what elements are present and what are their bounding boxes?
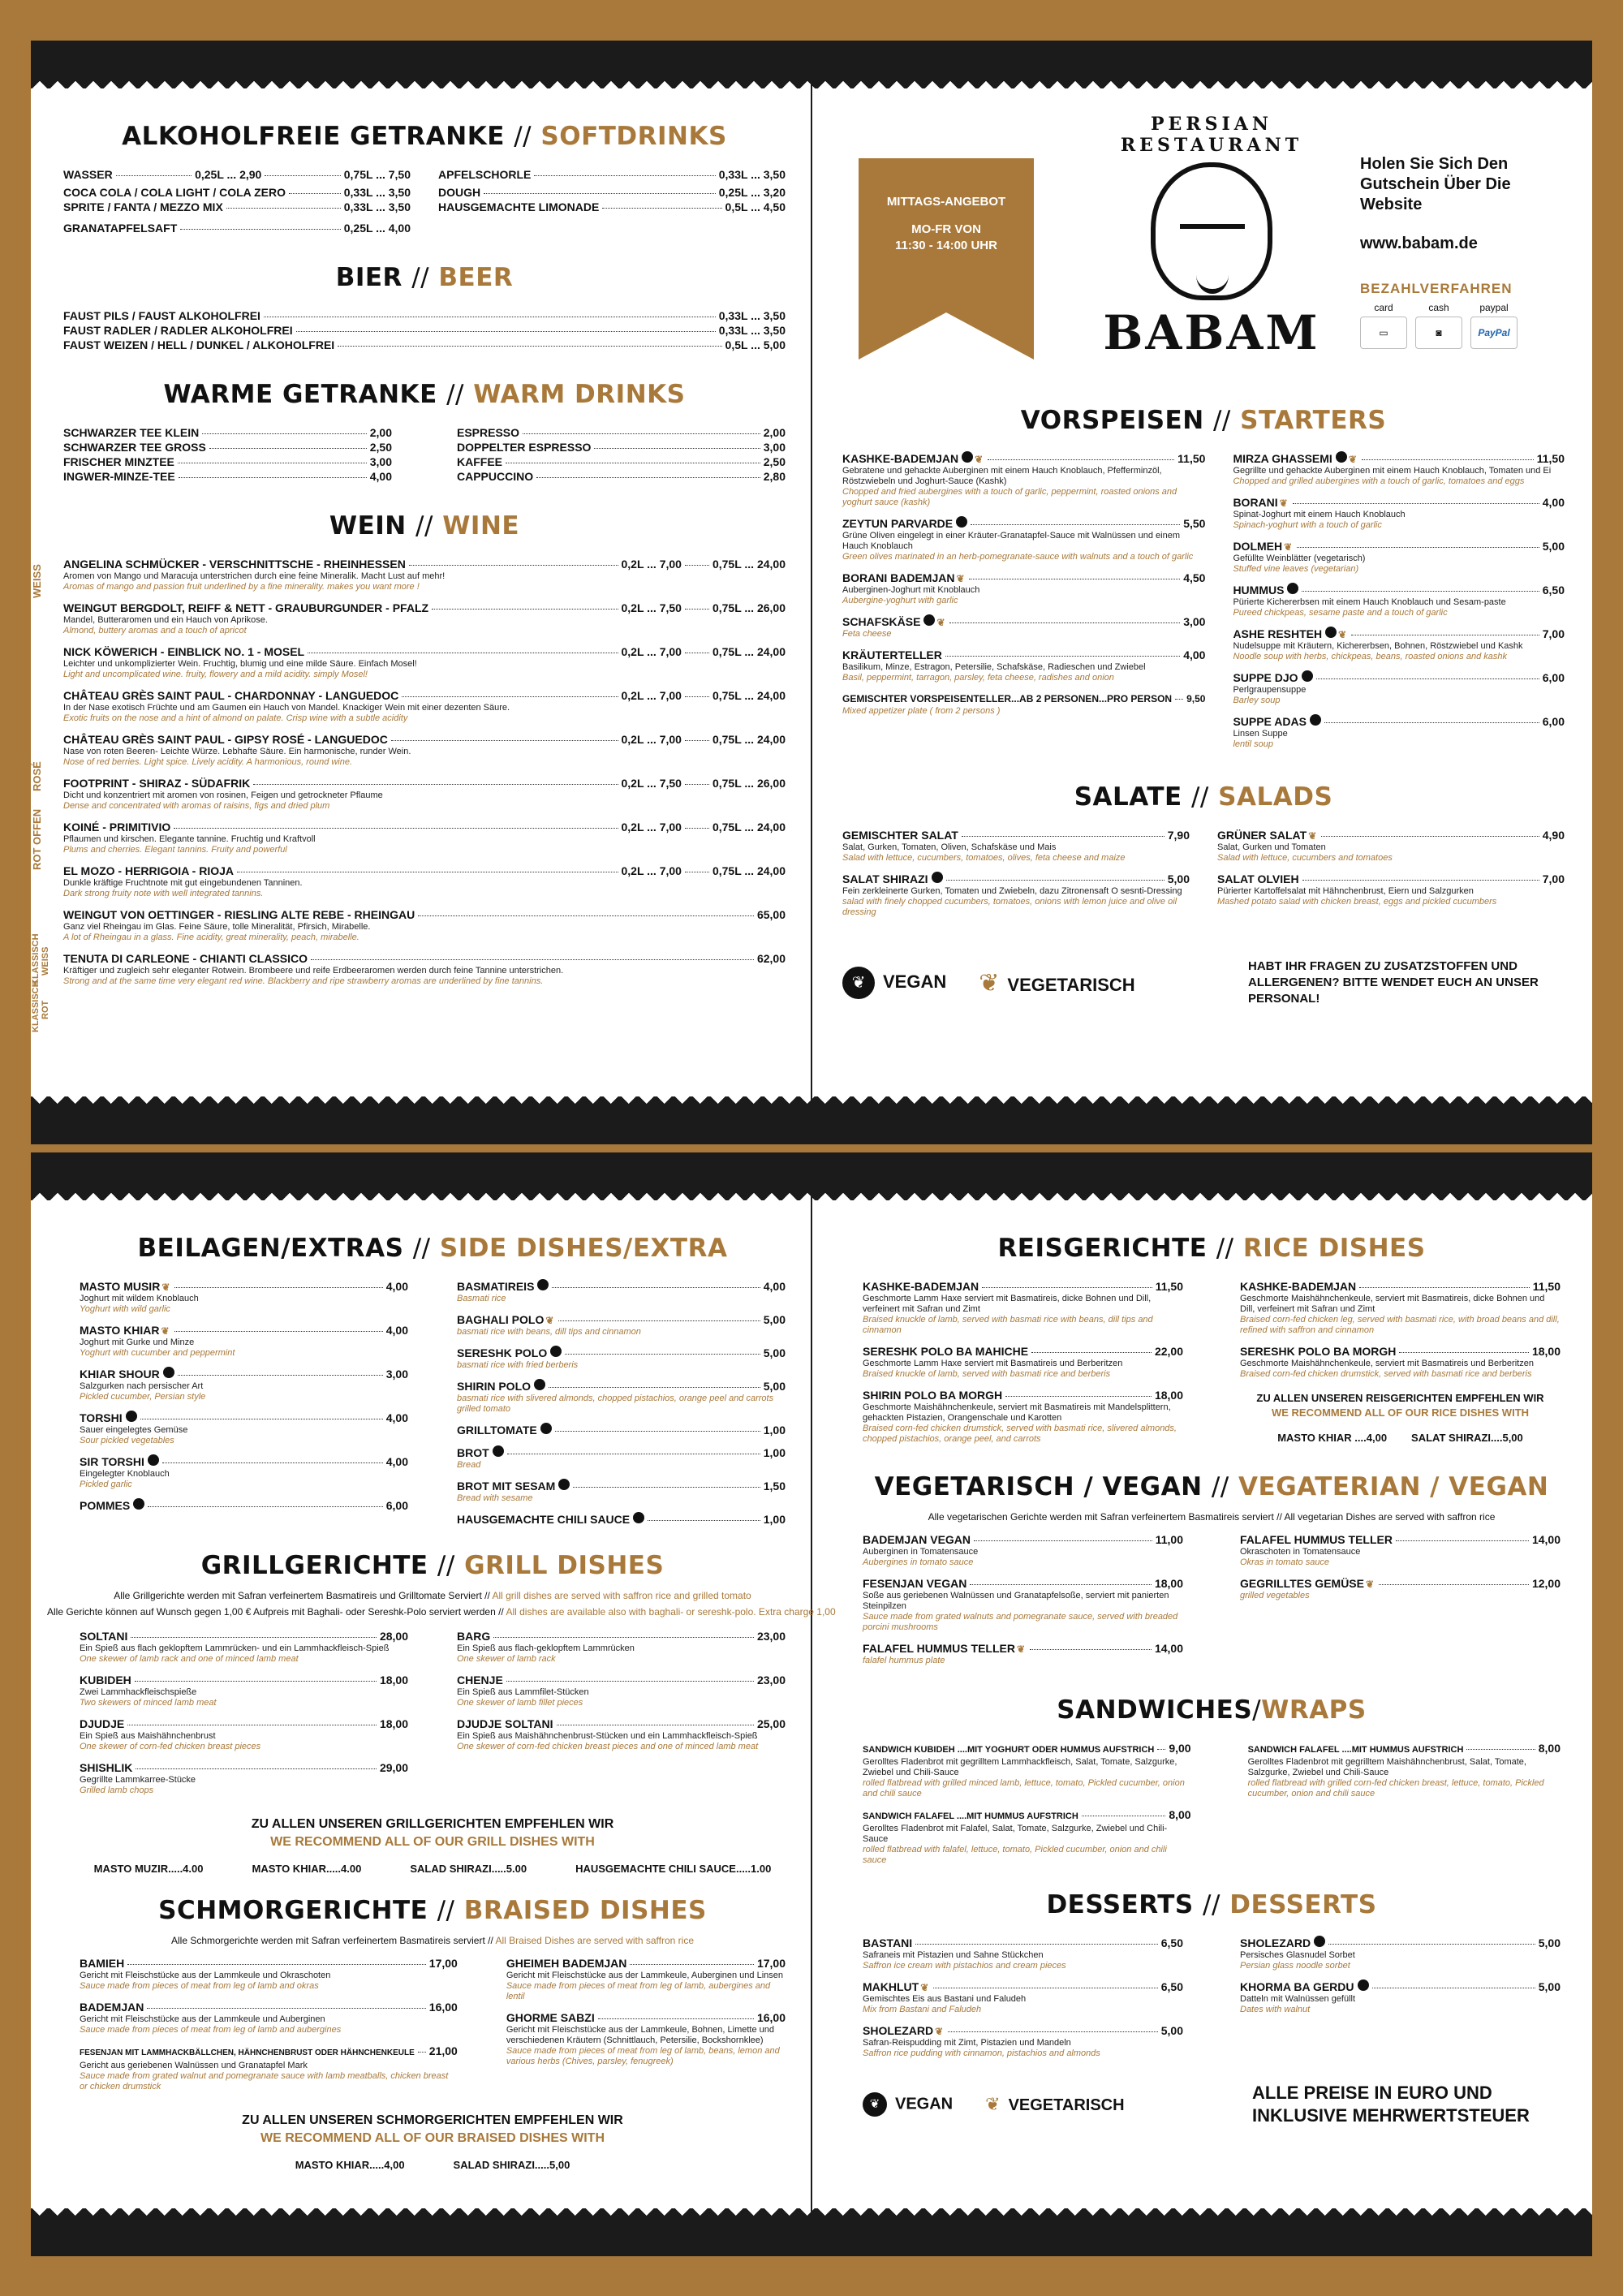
vegan-icon [923,614,935,626]
menu-item: KUBIDEH 18,00 Zwei Lammhackfleischspieße Two skewers of minced lamb meat [80,1674,408,1708]
wine-category-label: KLASSISCH ROT [31,980,50,1032]
menu-item: GHORME SABZI 16,00 Gericht mit Fleischstücke aus der Lammkeule, Bohnen, Limette und verschiedenen Kräutern (Schnittlauch, Petersilie, Bockshornklee) Sauce made from pieces of meat from leg of lamb, beans, lemon and various herbs (Chives, parsley, fenugreek) [506,2011,786,2066]
sides-column [47,1217,836,2208]
menu-item: BORANI ❦ 4,00 Spinat-Joghurt mit einem Hauch Knoblauch Spinach-yoghurt with a touch of garlic [1233,496,1565,530]
beer-heading: BIER // BEER [335,263,514,292]
menu-item: BORANI BADEMJAN ❦ 4,50 Auberginen-Joghurt mit Knoblauch Aubergine-yoghurt with garlic [842,571,1206,605]
menu-item: DOUGH 0,25L ... 3,20 [438,186,786,199]
wine-category-label: ROT OFFEN [31,808,43,870]
menu-item: SHIRIN POLO 5,00 basmati rice with slivered almonds, chopped pistachios, orange peel and carrots grilled tomato [457,1380,786,1414]
menu-item: SERESHK POLO 5,00 basmati rice with fried berberis [457,1346,786,1370]
wine-heading: WEIN // WINE [329,511,520,541]
vegetarian-icon: ❦ [545,1315,554,1326]
menu-item: FRISCHER MINZTEE 3,00 [63,455,392,468]
grill-list [80,1629,786,1804]
wine-item: KOINÉ - PRIMITIVIO 0,2L ... 7,00 0,75L ... 24,00 Pflaumen und kirschen. Elegante tannine. Fruchtig und Kraftvoll Plums and cherries. Elegant tannins. Fruity and powerful [63,821,786,855]
vegetarian-icon: ❦ [161,1325,170,1337]
softdrinks-heading: ALKOHOLFREIE GETRANKE // SOFTDRINKS [122,122,727,151]
vegetarian-icon: ❦ [1348,454,1357,465]
menu-item: GRILLTOMATE 1,00 [457,1424,786,1437]
babam-logo [1074,114,1350,360]
vegetarian-icon: ❦ [920,1982,929,1993]
menu-sheet-top [31,41,1592,1144]
menu-item: SUPPE DJO 6,00 Perlgraupensuppe Barley soup [1233,671,1565,705]
sides-heading: BEILAGEN/EXTRAS // SIDE DISHES/EXTRA [137,1234,728,1263]
menu-item: DOLMEH ❦ 5,00 Gefüllte Weinblätter (vegetarisch) Stuffed vine leaves (vegetarian) [1233,540,1565,574]
rice-list [863,1279,1561,1453]
menu-item: KAFFEE 2,50 [457,455,786,468]
vegan-icon [1358,1979,1369,1991]
menu-item: FAUST WEIZEN / HELL / DUNKEL / ALKOHOLFREI 0,5L ... 5,00 [63,338,786,351]
menu-item: APFELSCHORLE 0,33L ... 3,50 [438,168,786,181]
menu-item: MASTO KHIAR ❦ 4,00 Joghurt mit Gurke und Minze Yoghurt with cucumber and peppermint [80,1324,408,1358]
logo-name: BABAM [1103,305,1320,360]
vegan-icon [633,1512,644,1523]
vegan-icon [126,1411,137,1422]
menu-item: SHOLEZARD 5,00 Persisches Glasnudel Sorbet Persian glass noodle sorbet [1240,1936,1561,1971]
menu-item: KRÄUTERTELLER 4,00 Basilikum, Minze, Estragon, Petersilie, Schafskäse, Radieschen und Zwiebel Basil, peppermint, tarragon, parsley, feta cheese, radishes and onion [842,648,1206,683]
sandwiches-heading: SANDWICHES/WRAPS [1057,1695,1367,1725]
wine-item: EL MOZO - HERRIGOIA - RIOJA 0,2L ... 7,00 0,75L ... 24,00 Dunkle kräftige Fruchtnote mit gut eingebundenen Tanninen. Dark strong fruity note with well integrated tannins. [63,864,786,898]
menu-item: POMMES 6,00 [80,1499,408,1512]
allergen-notice: HABT IHR FRAGEN ZU ZUSATZSTOFFEN UND ALLERGENEN? BITTE WENDET EUCH AN UNSER PERSONAL! [1248,959,1539,1006]
vegetarian-icon: ❦ [975,454,984,465]
wine-category-label: KLASSISCH WEISS [31,933,50,985]
ribbon-days: MO-FR VON [911,222,981,236]
menu-item: SUPPE ADAS 6,00 Linsen Suppe lentil soup [1233,715,1565,749]
menu-item: GHEIMEH BADEMJAN 17,00 Gericht mit Fleischstücke aus der Lammkeule, Auberginen und Linsen Sauce made from pieces of meat from leg of lamb, aubergines and lentil [506,1957,786,2001]
menu-item: BARG 23,00 Ein Spieß aus flach-geklopftem Lammrücken One skewer of lamb rack [457,1630,786,1664]
braised-recommendation-items: MASTO KHIAR.....4,00 SALAD SHIRAZI.....5,00 [295,2159,570,2171]
menu-item: ASHE RESHTEH ❦ 7,00 Nudelsuppe mit Kräutern, Kichererbsen, Bohnen, Röstzwiebel und Kashk Noodle soup with herbs, chickpeas, beans, roasted onions and kashk [1233,627,1565,661]
menu-item: SANDWICH FALAFEL ....MIT HUMMUS AUFSTRICH 8,00 Gerolltes Fladenbrot mit gegrilltem Maishähnchenbrust, Salat, Tomate, Salzgurke, Zwiebel und Chili-Sauce rolled flatbread with grilled corn-fed chicken breast, lettuce, tomato, Pickled cucumber, onion and chili sauce [1247,1742,1561,1798]
menu-item: ZEYTUN PARVARDE 5,50 Grüne Oliven eingelegt in einer Kräuter-Granatapfel-Sauce mit Walnüssen und einem Hauch Knoblauch Green olives marinated in an herb-pomegranate-sauce with walnuts and a touch of garlic [842,517,1206,562]
vegetarian-icon: ❦ [1016,1643,1026,1655]
veg-heading: VEGETARISCH / VEGAN // VEGATERIAN / VEGAN [874,1472,1549,1501]
info-box [1360,154,1539,349]
menu-item: BAMIEH 17,00 Gericht mit Fleischstücke aus der Lammkeule und Okraschoten Sauce made from pieces of meat from leg of lamb and okras [80,1957,458,1991]
wine-item: CHÂTEAU GRÈS SAINT PAUL - CHARDONNAY - LANGUEDOC 0,2L ... 7,00 0,75L ... 24,00 In der Nase exotisch Früchte und am Gaumen ein Hauch von Mandel. Knackiger Wein mit einer dezenten Säure. Exotic fruits on the nose and a hint of almond on palate. Crisp wine with a subtle acidity [63,689,786,723]
logo-arc-text: PERSIAN RESTAURANT [1120,114,1303,156]
softdrinks-list [63,167,786,235]
salads-heading: SALATE // SALADS [1074,782,1333,812]
menu-item: CAPPUCCINO 2,80 [457,470,786,483]
wine-item: NICK KÖWERICH - EINBLICK NO. 1 - MOSEL 0,2L ... 7,00 0,75L ... 24,00 Leichter und unkomplizierter Wein. Fruchtig, blumig und eine milde Säure. Einfach Mosel! Light and uncomplicated wine. fruity, flowery and a mild acidity. simply Mosel! [63,645,786,679]
menu-item: SCHWARZER TEE KLEIN 2,00 [63,426,392,439]
grill-note: Alle Gerichte können auf Wunsch gegen 1,00 € Aufpreis mit Baghali- oder Sereshk-Polo serviert werden // All dishes are available also with baghali- or sereshk-polo. Extra charge 1,00 [47,1606,836,1618]
menu-item: BASMATIREIS 4,00 Basmati rice [457,1280,786,1303]
wine-item: WEINGUT VON OETTINGER - RIESLING ALTE REBE - RHEINGAU 65,00 Ganz viel Rheingau im Glas. Feine Säure, tolle Mineralität, Pfirsich, Mirabelle. A lot of Rheingau in a glass. Fine acidity, great minerality, peach, mirabelle. [63,908,786,942]
portrait-icon [1151,162,1272,300]
wine-category-label: ROSÉ [31,761,43,792]
payment-paypal: paypal PayPal [1470,302,1518,349]
menu-item: SHOLEZARD ❦ 5,00 Safran-Reispudding mit Zimt, Pistazien und Mandeln Saffron rice pudding with cinnamon, pistachios and almonds [863,2024,1183,2058]
menu-item: INGWER-MINZE-TEE 4,00 [63,470,392,483]
page-divider [811,1187,812,2222]
menu-item: HUMMUS 6,50 Pürierte Kichererbsen mit einem Hauch Knoblauch und Sesam-paste Pureed chickpeas, sesame paste and a touch of garlic [1233,584,1565,618]
starters-column [842,390,1565,1096]
menu-item: BAGHALI POLO ❦ 5,00 basmati rice with beans, dill tips and cinnamon [457,1313,786,1337]
starters-heading: VORSPEISEN // STARTERS [1020,406,1387,435]
payment-cash: cash ◙ [1415,302,1462,349]
warm-drinks-list [63,425,786,484]
wine-item: TENUTA DI CARLEONE - CHIANTI CLASSICO 62,00 Kräftiger und zugleich sehr eleganter Rotwein. Brombeere und reife Erdbeeraromen werden durch feine Tannine unterstrichen. Strong and at the same time very elegant red wine. Blackberry and ripe strawberry aromas are underlined by fine tannins. [63,952,786,986]
vegetarian-icon: ❦ [979,969,1000,997]
menu-item: FALAFEL HUMMUS TELLER 14,00 Okraschoten in Tomatensauce Okras in tomato sauce [1240,1533,1561,1567]
vegan-icon: ❦ [842,967,875,999]
grill-recommendation: ZU ALLEN UNSEREN GRILLGERICHTEN EMPFEHLEN WIR WE RECOMMEND ALL OF OUR GRILL DISHES WITH [251,1817,614,1849]
vegan-icon [1302,670,1313,682]
wine-item: ANGELINA SCHMÜCKER - VERSCHNITTSCHE - RHEINHESSEN 0,2L ... 7,00 0,75L ... 24,00 Aromen von Mango und Maracuja unterstrichen durch eine feine Mineralik. Macht Lust auf mehr! Aromas of mango and passion fruit underlined by a fine minerality. makes you want more ! [63,558,786,592]
warm-drinks-heading: WARME GETRANKE // WARM DRINKS [163,380,686,409]
bottom-border [31,2222,1592,2256]
menu-item: BROT MIT SESAM 1,50 Bread with sesame [457,1480,786,1503]
menu-item: DJUDJE 18,00 Ein Spieß aus Maishähnchenbrust One skewer of corn-fed chicken breast pieces [80,1717,408,1751]
paypal-icon: PayPal [1470,317,1518,349]
vegan-icon [932,872,943,883]
menu-item: BADEMJAN 16,00 Gericht mit Fleischstücke aus der Lammkeule und Auberginen Sauce made from pieces of meat from leg of lamb and aubergines [80,2001,458,2035]
menu-item: DJUDJE SOLTANI 25,00 Ein Spieß aus Maishähnchenbrust-Stücken und ein Lammhackfleisch-Spieß One skewer of corn-fed chicken breast pieces and one of minced lamb meat [457,1717,786,1751]
vegetarian-icon: ❦ [1284,541,1293,553]
menu-item: GRÜNER SALAT ❦ 4,90 Salat, Gurken und Tomaten Salad with lettuce, cucumbers and tomatoes [1217,829,1565,863]
payment-title: BEZAHLVERFAHREN [1360,281,1513,296]
menu-item: SHIRIN POLO BA MORGH 18,00 Geschmorte Maishähnchenkeule, serviert mit Basmatireis mit Mandelsplittern, gehackten Pistazien, Orangenschale und Karotten Braised corn-fed chicken drumstick, served with basmati rice, slivered almonds, chopped pistachios, orange peel, and carrots [863,1389,1183,1444]
vegan-icon [148,1454,159,1466]
menu-item: KASHKE-BADEMJAN ❦ 11,50 Gebratene und gehackte Auberginen mit einem Hauch Knoblauch, Pfefferminzöl, Röstzwiebeln und Joghurt-Sauce (Kashk) Chopped and fried aubergines with a touch of garlic, peppermint, roasted onions and yoghurt sauce (kashk) [842,452,1206,507]
menu-item: SCHAFSKÄSE ❦ 3,00 Feta cheese [842,615,1206,639]
vegan-icon [1314,1936,1325,1947]
menu-item: KHORMA BA GERDU 5,00 Datteln mit Walnüssen gefüllt Dates with walnut [1240,1980,1561,2014]
payment-card: card ▭ [1360,302,1407,349]
menu-item: SOLTANI 28,00 Ein Spieß aus flach geklopftem Lammrücken- und ein Lammhackfleisch-Spieß One skewer of lamb rack and one of minced lamb meat [80,1630,408,1664]
bottom-border [31,1110,1592,1144]
vegan-icon [163,1367,174,1378]
vegan-icon [1325,627,1337,638]
menu-item: ESPRESSO 2,00 [457,426,786,439]
vegan-icon [1336,451,1347,463]
vegetarian-icon: ❦ [1308,830,1317,842]
vegetarian-icon: ❦ [936,617,945,628]
website-link[interactable]: www.babam.de [1360,235,1478,252]
vegetarian-icon: ❦ [1279,498,1288,509]
wine-category-label: WEISS [31,564,43,598]
menu-item: GEGRILLTES GEMÜSE ❦ 12,00 grilled vegetables [1240,1577,1561,1600]
page-divider [811,75,812,1110]
menu-item: SPRITE / FANTA / MEZZO MIX 0,33L ... 3,50 [63,200,411,213]
menu-item: FAUST RADLER / RADLER ALKOHOLFREI 0,33L ... 3,50 [63,324,786,337]
drinks-column [31,106,786,1096]
voucher-text: Holen Sie Sich Den Gutschein Über Die Website [1360,155,1511,213]
top-border [31,1152,1592,1187]
menu-item: KHIAR SHOUR 3,00 Salzgurken nach persischer Art Pickled cucumber, Persian style [80,1368,408,1402]
ribbon-title: MITTAGS-ANGEBOT [886,195,1006,209]
grill-recommendation-items: MASTO MUZIR.....4.00 MASTO KHIAR.....4.00 SALAD SHIRAZI.....5.00 HAUSGEMACHTE CHILI SAUCE.....1.00 [93,1863,772,1875]
vegetarian-icon: ❦ [1338,629,1347,640]
rice-recommendation: ZU ALLEN UNSEREN REISGERICHTEN EMPFEHLEN WIR WE RECOMMEND ALL OF OUR RICE DISHES WITH [1256,1392,1544,1419]
menu-item: SIR TORSHI 4,00 Eingelegter Knoblauch Pickled garlic [80,1455,408,1489]
sandwiches-list [863,1741,1561,1874]
menu-item: FESENJAN MIT LAMMHACKBÄLLCHEN, HÄHNCHENBRUST ODER HÄHNCHENKEULE 21,00 Gericht aus geriebenen Walnüssen und Granatapfel Mark Sauce made from grated walnut and pomegranate sauce with lamb meatballs, chicken breast or chicken drumstick [80,2044,458,2091]
menu-item: SCHWARZER TEE GROSS 2,50 [63,441,392,454]
menu-item: SANDWICH KUBIDEH ....MIT YOGHURT ODER HUMMUS AUFSTRICH 9,00 Gerolltes Fladenbrot mit gegrilltem Lammhackfleisch, Salat, Tomate, Salzgurke, Zwiebel und Chili-Sauce rolled flatbread with grilled minced lamb, lettuce, tomato, Pickled cucumber, onion and chili sauce [863,1742,1191,1798]
menu-item: DOPPELTER ESPRESSO 3,00 [457,441,786,454]
desserts-list [863,1936,1561,2067]
menu-item: SERESHK POLO BA MORGH 18,00 Geschmorte Maishähnchenkeule, serviert mit Basmatireis und Berberitzen Braised corn-fed chicken drumstick, served with basmati rice and berberis [1240,1345,1561,1379]
menu-item: GRANATAPFELSAFT 0,25L ... 4,00 [63,222,411,235]
vegan-icon [1287,583,1298,594]
diet-legend: ❦ VEGAN ❦ VEGETARISCH ALLE PREISE IN EURO UND INKLUSIVE MEHRWERTSTEUER [863,2082,1561,2127]
rice-recommendation-items: MASTO KHIAR ....4,00 SALAT SHIRAZI....5,00 [1277,1432,1523,1444]
menu-item: MIRZA GHASSEMI ❦ 11,50 Gegrillte und gehackte Auberginen mit einem Hauch Knoblauch, Tomaten und Ei Chopped and grilled aubergines with a touch of garlic, tomatoes and eggs [1233,452,1565,486]
menu-item: BASTANI 6,50 Safraneis mit Pistazien und Sahne Stückchen Saffron ice cream with pistachios and cream pieces [863,1936,1183,1971]
menu-item: SERESHK POLO BA MAHICHE 22,00 Geschmorte Lamm Haxe serviert mit Basmatireis und Berberitzen Braised knuckle of lamb, served with basmati rice and berberis [863,1345,1183,1379]
menu-sheet-bottom [31,1152,1592,2256]
menu-item: FALAFEL HUMMUS TELLER ❦ 14,00 falafel hummus plate [863,1642,1183,1665]
menu-item: CHENJE 23,00 Ein Spieß aus Lammfilet-Stücken One skewer of lamb fillet pieces [457,1674,786,1708]
wine-item: WEINGUT BERGDOLT, REIFF & NETT - GRAUBURGUNDER - PFALZ 0,2L ... 7,50 0,75L ... 26,00 Mandel, Butteraromen und ein Hauch von Aprikose. Almond, buttery aromas and a touch of apricot [63,601,786,635]
grill-note: Alle Grillgerichte werden mit Safran verfeinertem Basmatireis und Grilltomate Serviert // All grill dishes are served with saffron rice and grilled tomato [114,1590,751,1601]
menu-item: COCA COLA / COLA LIGHT / COLA ZERO 0,33L ... 3,50 [63,186,411,199]
vegan-icon [1310,714,1321,726]
starters-list [842,451,1565,758]
top-border [31,41,1592,75]
menu-item: HAUSGEMACHTE LIMONADE 0,5L ... 4,50 [438,200,786,213]
vegan-icon [534,1379,545,1390]
menu-item: GEMISCHTER VORSPEISENTELLER...AB 2 PERSONEN...PRO PERSON 9,50 Mixed appetizer plate ( from 2 persons ) [842,693,1206,716]
payment-methods [1360,302,1539,349]
price-notice: ALLE PREISE IN EURO UND INKLUSIVE MEHRWERTSTEUER [1252,2083,1530,2126]
menu-item: MAKHLUT ❦ 6,50 Gemischtes Eis aus Bastani und Faludeh Mix from Bastani and Faludeh [863,1980,1183,2014]
rice-heading: REISGERICHTE // RICE DISHES [997,1234,1426,1263]
menu-item: TORSHI 4,00 Sauer eingelegtes Gemüse Sour pickled vegetables [80,1411,408,1445]
menu-item: SHISHLIK 29,00 Gegrillte Lammkarree-Stücke Grilled lamb chops [80,1761,408,1795]
menu-item: MASTO MUSIR ❦ 4,00 Joghurt mit wildem Knoblauch Yoghurt with wild garlic [80,1280,408,1314]
menu-item: BADEMJAN VEGAN 11,00 Auberginen in Tomatensauce Aubergines in tomato sauce [863,1533,1183,1567]
desserts-heading: DESSERTS // DESSERTS [1046,1890,1377,1919]
braised-list [80,1956,786,2100]
lunch-offer-ribbon [859,158,1034,360]
vegetarian-icon: ❦ [161,1282,170,1293]
vegan-icon: ❦ [863,2092,887,2117]
veg-note: Alle vegetarischen Gerichte werden mit Safran verfeinertem Basmatireis serviert // All vegetarian Dishes are served with saffron rice [928,1511,1496,1523]
wine-item: CHÂTEAU GRÈS SAINT PAUL - GIPSY ROSÉ - LANGUEDOC 0,2L ... 7,00 0,75L ... 24,00 Nase von roten Beeren- Leichte Würze. Lebhafte Säure. Ein harmonische, runder Wein. Nose of red berries. Light spice. Lively acidity. A harmonious, round wine. [63,733,786,767]
vegan-icon [537,1279,549,1290]
vegan-icon [540,1423,552,1434]
menu-item: GEMISCHTER SALAT 7,90 Salat, Gurken, Tomaten, Oliven, Schafskäse und Mais Salad with lettuce, cucumbers, tomatoes, olives, feta cheese and maize [842,829,1190,863]
braised-note: Alle Schmorgerichte werden mit Safran verfeinertem Basmatireis serviert // All Braised Dishes are served with saffron rice [170,1935,695,1946]
veg-list [863,1532,1561,1674]
menu-item: FESENJAN VEGAN 18,00 Soße aus geriebenen Walnüssen und Granatapfelsoße, serviert mit panierten Steinpilzen Sauce made from grated walnuts and pomegranate sauce, served with breaded porcini mushrooms [863,1577,1183,1632]
menu-item: KASHKE-BADEMJAN 11,50 Geschmorte Lamm Haxe serviert mit Basmatireis, dicke Bohnen und Dill, verfeinert mit Safran und Zimt Braised knuckle of lamb, served with basmati rice with beans, dill tips and cinnamon [863,1280,1183,1335]
salads-list [842,828,1565,926]
diet-legend: ❦ VEGAN ❦ VEGETARISCH HABT IHR FRAGEN ZU ZUSATZSTOFFEN UND ALLERGENEN? BITTE WENDET EUCH AN UNSER PERSONAL! [842,958,1565,1007]
vegetarian-icon: ❦ [935,2026,944,2037]
ribbon-hours: 11:30 - 14:00 UHR [895,239,997,252]
vegetarian-icon: ❦ [956,573,965,584]
vegetarian-icon: ❦ [1365,1579,1375,1590]
wine-list [31,557,786,1032]
wine-item: FOOTPRINT - SHIRAZ - SÜDAFRIK 0,2L ... 7,50 0,75L ... 26,00 Dicht und konzentriert mit aromen von rosinen, Feigen und getrockneter Pflaume Dense and concentrated with aromas of raisins, figs and dried plum [63,777,786,811]
vegan-icon [962,451,973,463]
menu-item: WASSER 0,25L ... 2,90 0,75L ... 7,50 [63,168,411,181]
menu-item: SALAT SHIRAZI 5,00 Fein zerkleinerte Gurken, Tomaten und Zwiebeln, dazu Zitronensaft O sesnti-Dressing salad with finely chopped cucumbers, tomatoes, onions with lemon juice and olive oil dressing [842,872,1190,917]
vegetarian-icon: ❦ [985,2094,1001,2114]
vegan-icon [558,1479,570,1490]
grill-heading: GRILLGERICHTE // GRILL DISHES [200,1551,665,1580]
braised-recommendation: ZU ALLEN UNSEREN SCHMORGERICHTEN EMPFEHLEN WIR WE RECOMMEND ALL OF OUR BRAISED DISHES WITH [242,2113,623,2145]
beer-list [63,308,786,352]
vegan-icon [550,1346,562,1357]
braised-heading: SCHMORGERICHTE // BRAISED DISHES [158,1896,707,1925]
menu-item: BROT 1,00 Bread [457,1446,786,1470]
vegan-icon [956,516,967,528]
card-icon: ▭ [1360,317,1407,349]
cash-icon: ◙ [1415,317,1462,349]
menu-item: HAUSGEMACHTE CHILI SAUCE 1,00 [457,1513,786,1526]
mains-column [863,1217,1561,2208]
vegan-icon [493,1445,504,1457]
menu-item: SANDWICH FALAFEL ....MIT HUMMUS AUFSTRICH 8,00 Gerolltes Fladenbrot mit Falafel, Salat, Tomate, Salzgurke, Zwiebel und Chili-Sauce rolled flatbread with falafel, lettuce, tomato, Pickled cucumber, onion and chili sauce [863,1808,1191,1865]
vegan-icon [133,1498,144,1510]
menu-item: KASHKE-BADEMJAN 11,50 Geschmorte Maishähnchenkeule, serviert mit Basmatireis, dicke Bohnen und Dill, verfeinert mit Safran und Zimt Braised corn-fed chicken leg, served with basmati rice, with broad beans and dill, refined with saffron and cinnamon [1240,1280,1561,1335]
menu-item: FAUST PILS / FAUST ALKOHOLFREI 0,33L ... 3,50 [63,309,786,322]
menu-item: SALAT OLVIEH 7,00 Pürierter Kartoffelsalat mit Hähnchenbrust, Eiern und Salzgurken Mashed potato salad with chicken breast, eggs and pickled cucumbers [1217,872,1565,907]
sides-list [80,1279,786,1535]
